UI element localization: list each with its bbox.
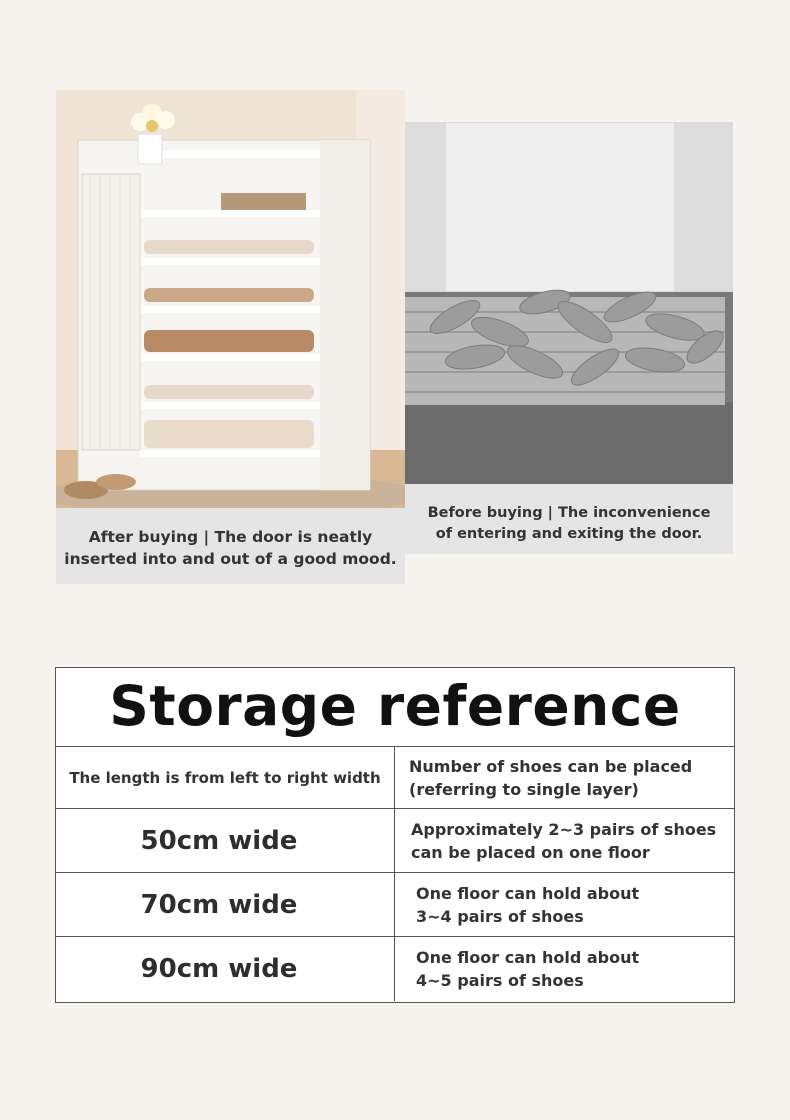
after-caption-line2: inserted into and out of a good mood. xyxy=(64,550,397,568)
header-capacity-line2: (referring to single layer) xyxy=(409,779,639,799)
row-capacity xyxy=(395,937,734,1001)
row-capacity-line2: 4~5 pairs of shoes xyxy=(416,971,584,990)
shoe-cabinet-photo xyxy=(56,90,405,508)
row-capacity-line1: Approximately 2~3 pairs of shoes xyxy=(411,819,717,839)
table-row xyxy=(56,873,734,937)
table-title: Storage reference xyxy=(56,668,734,747)
header-capacity xyxy=(395,747,734,808)
row-capacity xyxy=(395,873,734,936)
row-capacity-line1: One floor can hold about xyxy=(416,948,640,967)
before-caption-line1: Before buying | The inconvenience xyxy=(427,505,711,521)
header-capacity-line1: Number of shoes can be placed xyxy=(409,756,693,776)
row-capacity-line2: 3~4 pairs of shoes xyxy=(416,906,584,926)
row-width: 70cm wide xyxy=(56,873,395,936)
table-header-row xyxy=(56,747,734,809)
row-capacity xyxy=(395,809,734,872)
after-caption-line1: After buying | The door is neatly xyxy=(88,528,373,546)
row-capacity-line1: One floor can hold about xyxy=(416,883,640,903)
before-buying-caption xyxy=(405,494,733,554)
table-row xyxy=(56,809,734,873)
storage-reference-table xyxy=(55,667,735,1003)
row-width: 50cm wide xyxy=(56,809,395,872)
after-buying-caption xyxy=(56,510,405,584)
row-capacity-line2: can be placed on one floor xyxy=(411,842,650,862)
before-caption-line2: of entering and exiting the door. xyxy=(435,526,703,542)
messy-shoes-photo xyxy=(405,122,733,484)
before-buying-card xyxy=(405,122,733,554)
header-width: The length is from left to right width xyxy=(56,747,395,808)
row-width: 90cm wide xyxy=(56,937,395,1001)
after-buying-card xyxy=(56,90,405,584)
table-row xyxy=(56,937,734,1001)
